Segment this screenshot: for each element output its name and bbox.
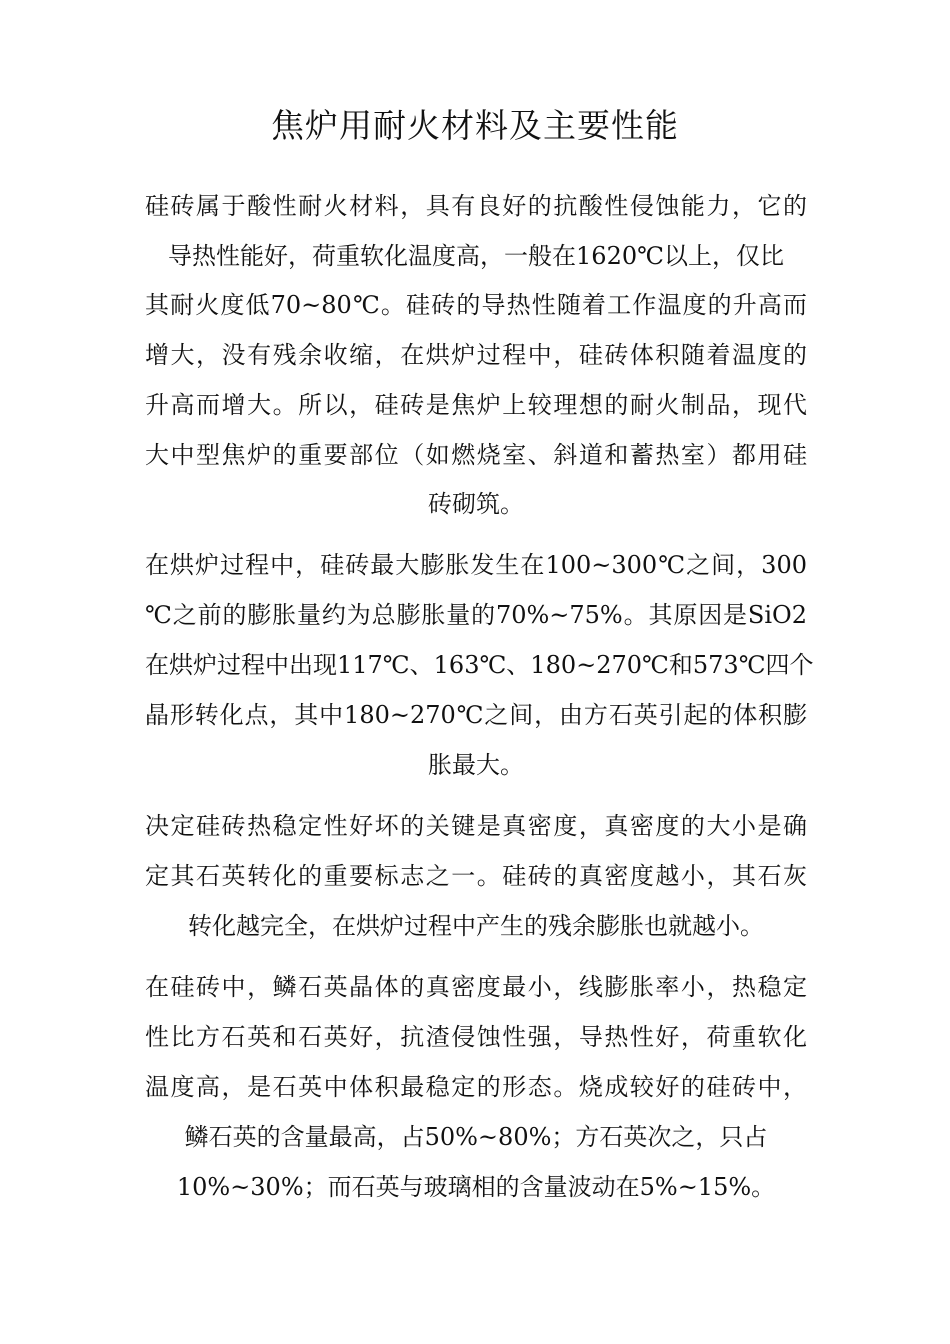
paragraph-3-line-3: 转化越完全，在烘炉过程中产生的残余膨胀也就越小。: [188, 912, 764, 940]
paragraph-1-line-6: 大中型焦炉的重要部位（如燃烧室、斜道和蓄热室）都用硅: [145, 441, 807, 469]
paragraph-3-line-1: 决定硅砖热稳定性好坏的关键是真密度，真密度的大小是确: [145, 812, 807, 840]
paragraph-2-line-3: 在烘炉过程中出现117℃、163℃、180~270℃和573℃四个: [145, 651, 814, 679]
paragraph-4-line-5: 10%~30%；而石英与玻璃相的含量波动在5%~15%。: [176, 1173, 776, 1201]
paragraph-4-line-4: 鳞石英的含量最高，占50%~80%；方石英次之，只占: [184, 1123, 768, 1151]
paragraph-2-line-4: 晶形转化点，其中180~270℃之间，由方石英引起的体积膨: [145, 701, 807, 729]
paragraph-2-line-1: 在烘炉过程中，硅砖最大膨胀发生在100~300℃之间，300: [145, 551, 807, 579]
paragraph-4-line-2: 性比方石英和石英好，抗渣侵蚀性强，导热性好，荷重软化: [145, 1023, 807, 1051]
paragraph-1-line-1: 硅砖属于酸性耐火材料，具有良好的抗酸性侵蚀能力，它的: [145, 192, 807, 220]
document-title: 焦炉用耐火材料及主要性能: [271, 106, 679, 145]
paragraph-4-line-1: 在硅砖中，鳞石英晶体的真密度最小，线膨胀率小，热稳定: [145, 973, 807, 1001]
paragraph-3-line-2: 定其石英转化的重要标志之一。硅砖的真密度越小，其石灰: [145, 862, 807, 890]
paragraph-1-line-5: 升高而增大。所以，硅砖是焦炉上较理想的耐火制品，现代: [145, 391, 807, 419]
paragraph-2-line-2: ℃之前的膨胀量约为总膨胀量的70%~75%。其原因是SiO2: [145, 601, 807, 629]
paragraph-1-line-2: 导热性能好，荷重软化温度高，一般在1620℃以上，仅比: [168, 242, 784, 270]
paragraph-2-line-5: 胀最大。: [428, 751, 524, 779]
paragraph-1-line-7: 砖砌筑。: [428, 490, 524, 518]
paragraph-1-line-4: 增大，没有残余收缩，在烘炉过程中，硅砖体积随着温度的: [145, 341, 807, 369]
paragraph-4-line-3: 温度高，是石英中体积最稳定的形态。烧成较好的硅砖中，: [145, 1073, 807, 1101]
paragraph-1-line-3: 其耐火度低70~80℃。硅砖的导热性随着工作温度的升高而: [145, 291, 807, 319]
